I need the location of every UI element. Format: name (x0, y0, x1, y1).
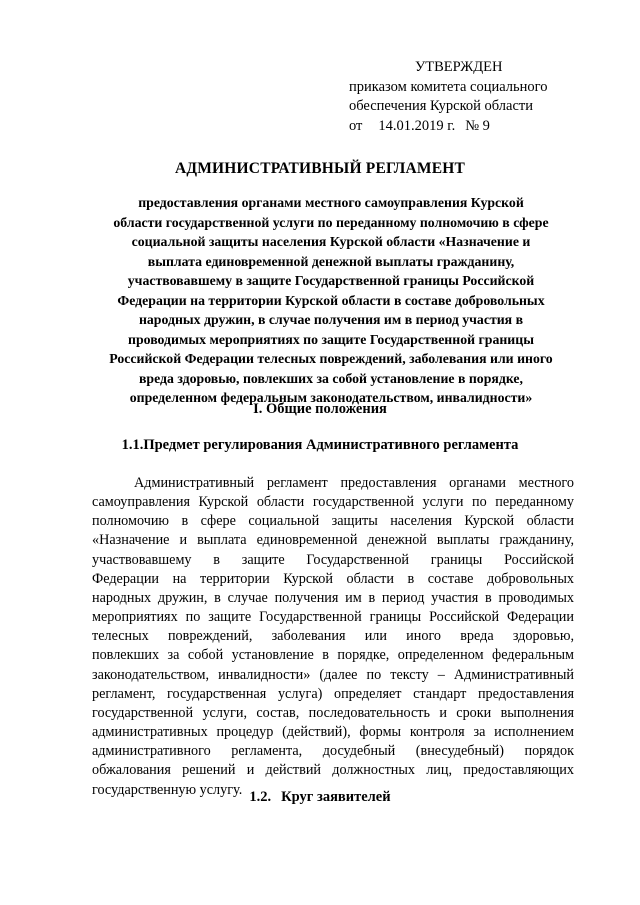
approval-title: УТВЕРЖДЕН (415, 59, 503, 75)
paragraph-line: мероприятиях по защите Государственной границы Российской Федерации (92, 609, 574, 626)
approval-number: № 9 (465, 117, 490, 134)
approval-line-2: обеспечения Курской области (349, 98, 533, 114)
section-heading: I. Общие положения (253, 401, 387, 417)
subtitle-line: проводимых мероприятиях по защите Государственной границы (128, 331, 534, 347)
subtitle-line: вреда здоровью, повлекших за собой установление в порядке, (138, 370, 524, 386)
paragraph-line: «Назначение и выплата единовременной денежной выплаты гражданину, (92, 532, 574, 549)
paragraph-line: самоуправления Курской области государственной услуги по переданному (92, 494, 574, 511)
subtitle-line: Российской Федерации телесных повреждений, заболевания или иного (109, 351, 553, 366)
subtitle-line: Федерации на территории Курской области в составе добровольных (117, 292, 545, 308)
paragraph-line: повлекших за собой установление в порядке, определенном федеральным (92, 647, 574, 664)
paragraph-line: телесных повреждений, заболевания или иного вреда здоровью, (92, 628, 574, 645)
paragraph-line: государственной услуги, состав, последовательность и сроки выполнения (92, 704, 574, 721)
subtitle-line: выплата единовременной денежной выплаты гражданину, (147, 253, 515, 269)
document-subtitle (92, 193, 570, 408)
approval-date-prefix: от (349, 117, 363, 134)
paragraph-line: административного регламента, досудебный (внесудебный) порядок (92, 743, 574, 760)
approval-line-1: приказом комитета социального (349, 78, 548, 95)
approval-date-line (349, 117, 609, 137)
paragraph-line: участвовавшему в защите Государственной границы Российской (92, 551, 574, 568)
paragraph-line: Федерации на территории Курской области в составе добровольных (92, 570, 574, 587)
subsection-number: 1.2. (249, 789, 272, 805)
paragraph-line: полномочию в сфере социальной защиты населения Курской области (92, 513, 574, 530)
approval-stamp (349, 58, 609, 136)
document-title: АДМИНИСТРАТИВНЫЙ РЕГЛАМЕНТ (174, 160, 466, 177)
subtitle-line: определенном федеральным законодательством, инвалидности» (129, 390, 533, 405)
paragraph-line: государственную услугу. (92, 781, 243, 798)
paragraph-line: обжалования решений и действий должностных лиц, предоставляющих (92, 762, 574, 779)
paragraph-line: народных дружин, в случае получения им в период участия в проводимых (92, 589, 574, 606)
subsection-heading-2 (0, 789, 640, 806)
subtitle-line: народных дружин, в случае получения им в период участия в (138, 312, 524, 327)
subtitle-line: социальной защиты населения Курской области «Назначение и (131, 234, 531, 249)
paragraph-line: административных процедур (действий), формы контроля за исполнением (92, 724, 574, 741)
approval-date: 14.01.2019 г. (378, 117, 456, 134)
subtitle-line: участвовавшему в защите Государственной границы Российской (127, 273, 535, 288)
paragraph-line: регламент, государственная услуга) определяет стандарт предоставления (92, 685, 574, 702)
subtitle-line: предоставления органами местного самоуправления Курской (138, 195, 524, 210)
body-paragraph (92, 474, 574, 800)
paragraph-line: Административный регламент предоставления органами местного (134, 475, 574, 491)
subsection-title: Круг заявителей (281, 789, 391, 805)
subsection-heading: 1.1.Предмет регулирования Административного регламента (121, 437, 519, 453)
subtitle-line: области государственной услуги по переданному полномочию в сфере (113, 214, 549, 230)
paragraph-line: законодательством, инвалидности» (далее по тексту – Административный (92, 666, 574, 683)
